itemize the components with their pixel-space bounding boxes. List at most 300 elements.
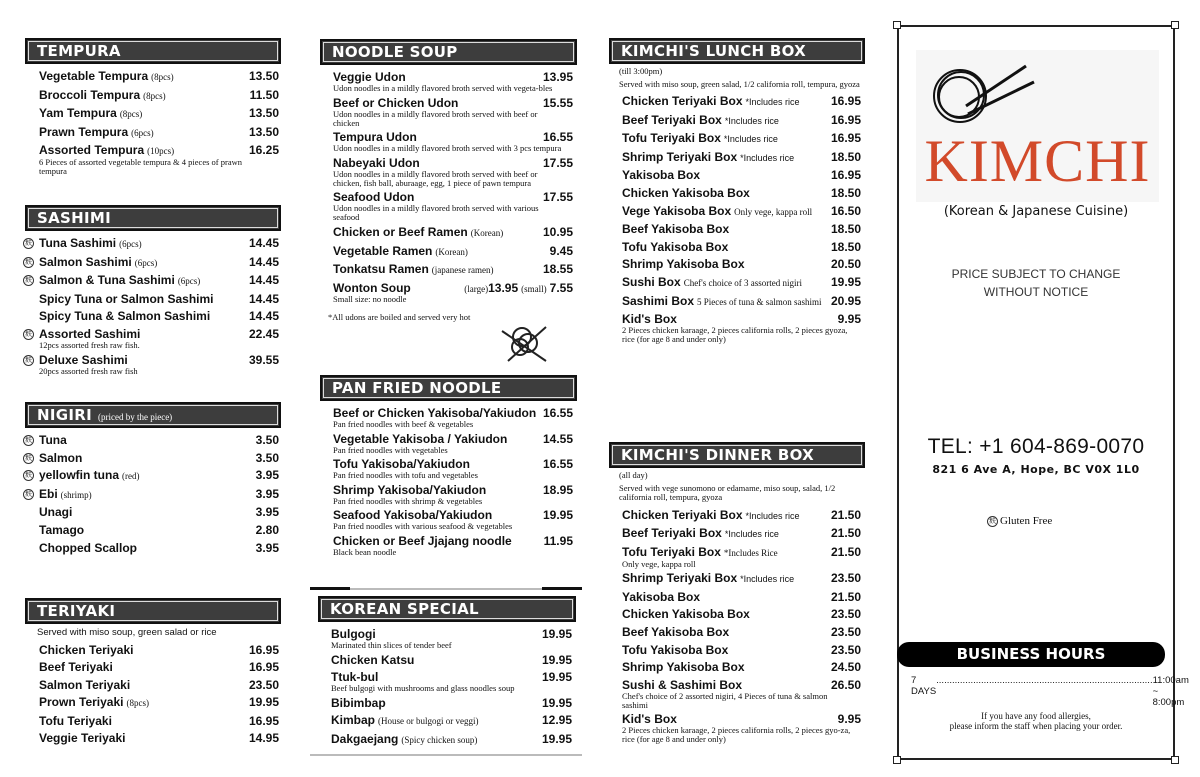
item-row (622, 660, 861, 675)
item-name (39, 255, 157, 271)
item-name (39, 309, 210, 324)
item-name-text: Vegetable Tempura (39, 69, 149, 83)
logo (916, 50, 1159, 202)
menu-item (25, 255, 281, 271)
section-time: (all day) (619, 470, 648, 480)
gluten-free-icon: 麸 (25, 239, 32, 247)
item-name-text: Wonton Soup (333, 280, 411, 295)
item-name-text: Dakgaejang (331, 731, 399, 746)
item-name (622, 508, 800, 524)
item-price (831, 94, 861, 108)
item-row (39, 678, 279, 693)
item-price (831, 545, 861, 559)
item-description: Pan fried noodles with vegetables (333, 444, 448, 455)
price-value: 14.95 (248, 731, 279, 746)
item-name-text: Chicken Teriyaki Box (622, 507, 743, 522)
item-name-text: Shrimp Yakisoba Box (622, 660, 745, 675)
item-price (542, 653, 572, 667)
item-description: 2 Pieces chicken karaage, 2 pieces california rolls, 2 pieces gyo-za, rice (for age 8 and under only) (622, 725, 851, 745)
menu-item (609, 712, 865, 744)
price-value: 15.55 (542, 95, 573, 110)
item-price (838, 712, 861, 726)
menu-item (25, 487, 281, 503)
item-note: (Spicy chicken soup) (401, 734, 478, 745)
item-note: (6pcs) (119, 239, 142, 249)
item-description: Black bean noodle (333, 546, 397, 557)
item-row (622, 131, 861, 147)
gluten-free-icon: 麸 (25, 489, 32, 498)
section-subtitle: Served with miso soup, green salad or rice (37, 627, 217, 638)
item-note: *Includes rice (724, 115, 779, 126)
item-name-text: Sashimi Box (622, 293, 695, 308)
item-price (256, 451, 279, 465)
item-row (622, 240, 861, 255)
item-name-text: Broccoli Tempura (39, 87, 141, 102)
info-panel (897, 25, 1189, 760)
item-price (831, 257, 861, 271)
item-row (39, 731, 279, 746)
item-price (249, 678, 279, 692)
item-note: (shrimp) (60, 489, 92, 500)
item-row (39, 88, 279, 104)
item-name-text: Chicken Katsu (331, 652, 415, 667)
menu-item (320, 508, 577, 531)
price-value: 9.95 (837, 712, 861, 727)
section-header (320, 39, 577, 65)
item-price (249, 69, 279, 83)
item-name (622, 660, 745, 675)
item-name-text: Tofu Teriyaki (39, 713, 112, 728)
item-price (831, 204, 861, 218)
price-value: 13.50 (248, 69, 279, 83)
item-price (464, 281, 573, 295)
item-name (39, 505, 72, 520)
menu-item (609, 526, 865, 542)
item-name-text: Deluxe Sashimi (39, 352, 128, 367)
item-name-text: Beef Teriyaki Box (622, 526, 722, 541)
item-description: Udon noodles in a mildly flavored broth served with beef or chicken (333, 108, 538, 128)
menu-item (25, 523, 281, 538)
item-name-text: Veggie Teriyaki (39, 731, 126, 746)
section-title: PAN FRIED NOODLE (332, 379, 502, 397)
item-name (39, 487, 92, 503)
item-note: (6pcs) (177, 276, 201, 287)
price-value: 18.55 (542, 262, 573, 277)
item-name-text: Salmon Sashimi (39, 254, 132, 269)
item-name-text: Shrimp Yakisoba/Yakiudon (333, 482, 487, 497)
item-description: 2 Pieces chicken karaage, 2 pieces california rolls, 2 pieces gyoza, rice (for age 8 and under only) (622, 325, 848, 345)
menu-item (25, 714, 281, 729)
item-price (542, 627, 572, 641)
menu-item (318, 653, 576, 668)
cuisine-subtitle: (Korean & Japanese Cuisine) (943, 204, 1129, 219)
item-row (622, 294, 861, 310)
price-value: 21.50 (830, 526, 861, 541)
item-price (543, 508, 573, 522)
menu-item (609, 590, 865, 605)
item-row (39, 451, 279, 466)
item-name (39, 643, 134, 658)
item-name (39, 451, 82, 466)
item-price (249, 660, 279, 674)
item-row (39, 468, 279, 484)
item-row (331, 696, 572, 711)
item-row (333, 225, 573, 241)
item-row (622, 168, 861, 183)
item-row (622, 571, 861, 587)
menu-item (25, 505, 281, 520)
item-description: Pan fried noodles with tofu and vegetables (333, 470, 478, 481)
price-value: 18.50 (830, 239, 861, 254)
section-header (318, 596, 576, 622)
item-name (39, 292, 214, 307)
price-value: 3.95 (255, 540, 279, 555)
section-title: NIGIRI (37, 406, 92, 424)
item-price (543, 225, 573, 239)
item-list (25, 431, 281, 556)
item-price (831, 222, 861, 236)
item-note: *Includes Rice (723, 547, 778, 558)
price-value: 24.50 (830, 660, 861, 675)
item-name (622, 186, 750, 201)
item-name-text: Seafood Udon (333, 190, 415, 205)
item-row (331, 653, 572, 668)
menu-item (25, 433, 281, 448)
menu-item (25, 236, 281, 252)
section-title: TEMPURA (37, 42, 121, 60)
item-note: Chef's choice of 3 assorted nigiri (683, 277, 803, 288)
item-price (249, 125, 279, 139)
item-name-text: Kid's Box (622, 312, 677, 327)
item-price (256, 433, 279, 447)
section-header (609, 442, 865, 468)
item-name-text: Chicken Yakisoba Box (622, 607, 750, 622)
item-price (831, 294, 861, 308)
item-row (39, 505, 279, 520)
menu-item (609, 222, 865, 237)
price-value: 3.95 (255, 468, 279, 483)
price-value: 16.25 (248, 143, 279, 158)
menu-item (25, 273, 281, 289)
item-name-text: Yakisoba Box (622, 168, 701, 183)
item-name-text: Shrimp Teriyaki Box (622, 571, 738, 586)
price-label: (small) (521, 283, 547, 294)
section-nigiri (25, 402, 281, 558)
item-name-text: Prawn Tempura (39, 124, 129, 139)
item-name-text: Assorted Tempura (39, 143, 145, 158)
price-value: 20.95 (830, 293, 861, 308)
price-value: 16.95 (830, 94, 861, 108)
item-row (622, 186, 861, 201)
price-value: 23.50 (830, 642, 861, 657)
menu-item (25, 541, 281, 556)
item-price (831, 131, 861, 145)
item-list (25, 67, 281, 176)
item-row (622, 204, 861, 220)
menu-item (25, 678, 281, 693)
menu-item (609, 131, 865, 147)
menu-item (320, 130, 577, 153)
item-name-text: Tofu Yakisoba/Yakiudon (333, 457, 470, 472)
hours-row (911, 675, 1189, 708)
price-value: 3.50 (255, 450, 279, 465)
item-name-text: Tofu Teriyaki Box (622, 544, 721, 559)
item-price (249, 143, 279, 157)
item-note: (8pcs) (151, 72, 174, 82)
item-name (622, 94, 800, 110)
item-price (831, 607, 861, 621)
item-name-text: Sushi Box (622, 274, 681, 289)
price-value: 23.50 (248, 677, 279, 692)
item-price (249, 292, 279, 306)
price-value: 11.50 (249, 87, 279, 102)
item-price (256, 487, 279, 501)
price-value: 16.95 (248, 713, 279, 728)
menu-item (609, 571, 865, 587)
item-name-text: Shrimp Yakisoba Box (622, 257, 745, 272)
item-list (318, 625, 576, 748)
menu-item (320, 190, 577, 222)
item-name (39, 523, 84, 538)
price-value: 16.55 (542, 457, 573, 472)
price-value: 3.50 (255, 433, 279, 447)
item-description: 20pcs assorted fresh raw fish (39, 365, 138, 376)
menu-item (25, 731, 281, 746)
item-price (831, 643, 861, 657)
menu-item (609, 660, 865, 675)
item-price (542, 732, 572, 746)
item-description: Marinated thin slices of tender beef (331, 640, 452, 650)
item-note: (8pcs) (126, 698, 149, 709)
item-note: Only vege, kappa roll (734, 206, 813, 217)
price-value: 19.95 (541, 652, 572, 667)
item-name-text: Tuna (39, 433, 67, 447)
price-value: 14.45 (248, 309, 279, 324)
item-row (39, 106, 279, 122)
item-price (249, 309, 279, 323)
item-list (609, 506, 865, 745)
menu-item (320, 534, 577, 557)
item-price (831, 168, 861, 182)
item-name-text: Sushi & Sashimi Box (622, 677, 743, 692)
item-name (39, 433, 67, 448)
item-row (39, 273, 279, 289)
item-name (622, 168, 700, 183)
item-list (25, 234, 281, 376)
item-name-text: Ttuk-bul (331, 670, 379, 685)
item-name-text: Beef Yakisoba Box (622, 625, 730, 640)
item-name-text: Chicken Teriyaki (39, 642, 134, 657)
price-value: 17.55 (542, 190, 573, 205)
section-title-note: (priced by the piece) (97, 412, 173, 422)
item-price (256, 505, 279, 519)
item-price (831, 275, 861, 289)
price-value: 14.45 (248, 254, 279, 269)
allergy-line: please inform the staff when placing your order. (949, 721, 1123, 731)
item-price (543, 96, 573, 110)
item-name (333, 262, 494, 278)
item-name (39, 695, 149, 711)
item-name (39, 236, 142, 252)
item-description: Only vege, kappa roll (622, 558, 696, 569)
item-name-text: Tuna Sashimi (39, 236, 117, 250)
price-value: 16.55 (542, 406, 573, 420)
menu-item (609, 625, 865, 640)
price-value: 22.45 (248, 326, 279, 341)
menu-item (609, 150, 865, 166)
price-value: 19.95 (542, 508, 573, 523)
price-value: 16.95 (248, 660, 279, 675)
price-value: 13.95 (488, 280, 519, 295)
item-name (39, 88, 166, 104)
section-sashimi (25, 205, 281, 378)
item-row (39, 309, 279, 324)
item-name-text: Assorted Sashimi (39, 326, 141, 341)
item-price (544, 534, 573, 548)
item-name (39, 678, 130, 693)
menu-item (320, 262, 577, 278)
item-price (543, 262, 573, 276)
item-price (543, 432, 573, 446)
item-name-text: Nabeyaki Udon (333, 155, 420, 170)
item-name-text: Chicken Yakisoba Box (622, 185, 750, 200)
price-value: 23.50 (830, 625, 861, 640)
item-row (39, 69, 279, 85)
price-value: 21.50 (830, 589, 861, 604)
item-row (622, 222, 861, 237)
item-note: (Korean) (470, 227, 504, 238)
item-row (39, 255, 279, 271)
price-value: 16.95 (830, 168, 861, 183)
item-name (622, 643, 728, 658)
price-value: 10.95 (542, 224, 573, 239)
gluten-free-icon: 麸 (25, 276, 32, 285)
item-name (622, 113, 779, 129)
item-description: Pan fried noodles with shrimp & vegetables (333, 495, 483, 506)
menu-item (320, 70, 577, 93)
item-name-text: Beef Teriyaki Box (622, 112, 722, 127)
item-price (543, 130, 573, 144)
item-price (542, 696, 572, 710)
item-price (249, 255, 279, 269)
section-header (25, 38, 281, 64)
item-row (333, 244, 573, 260)
item-name (622, 607, 750, 622)
item-price (249, 327, 279, 341)
item-row (622, 113, 861, 129)
item-name-text: Salmon (39, 450, 83, 465)
gluten-free-icon: 麸 (25, 453, 32, 462)
price-value: 18.50 (830, 149, 861, 164)
item-name (39, 468, 140, 484)
section-korean-special (318, 596, 576, 751)
menu-item (609, 312, 865, 344)
menu-item (320, 225, 577, 241)
item-price (543, 406, 573, 420)
item-note: *Includes rice (745, 510, 800, 521)
item-price (831, 240, 861, 254)
item-list (25, 641, 281, 747)
business-hours-banner: BUSINESS HOURS (897, 642, 1165, 667)
item-note: *Includes rice (740, 574, 795, 585)
item-row (39, 523, 279, 538)
item-name-text: Beef or Chicken Yakisoba/Yakiudon (333, 406, 537, 420)
price-value: 20.50 (830, 257, 861, 272)
item-name (622, 240, 728, 255)
price-value: 18.50 (830, 222, 861, 237)
gluten-free-label: Gluten Free (1000, 515, 1053, 527)
section-title: KIMCHI'S LUNCH BOX (621, 42, 807, 60)
menu-item (320, 156, 577, 188)
price-value: 16.50 (830, 203, 861, 218)
price-value: 23.50 (830, 607, 861, 622)
menu-item (609, 275, 865, 291)
item-name (39, 714, 112, 729)
section-subtitle: Served with vege sunomono or edamame, miso soup, salad, 1/2 california roll, tempura, gyoza (619, 482, 836, 502)
menu-item (609, 204, 865, 220)
price-value: 16.95 (830, 131, 861, 146)
item-price (542, 670, 572, 684)
item-row (622, 607, 861, 622)
item-name (39, 273, 200, 289)
menu-item (609, 240, 865, 255)
price-notice (899, 265, 1173, 301)
address: 821 6 Ave A, Hope, BC V0X 1L0 (932, 463, 1140, 476)
menu-item (25, 660, 281, 675)
section-header (25, 598, 281, 624)
menu-item (609, 294, 865, 310)
price-value: 14.55 (542, 431, 573, 446)
item-name-text: Tamago (39, 522, 85, 537)
menu-item (25, 695, 281, 711)
item-description: Chef's choice of 2 assorted nigiri, 4 Pieces of tuna & salmon sashimi (622, 690, 828, 710)
hours-days: 7 DAYS (911, 675, 937, 697)
allergy-notice (899, 711, 1173, 731)
item-row (39, 643, 279, 658)
menu-item (318, 696, 576, 711)
item-row (622, 508, 861, 524)
menu-item (320, 406, 577, 429)
allergy-line: If you have any food allergies, (981, 711, 1091, 721)
item-name (39, 125, 154, 141)
item-price (543, 483, 573, 497)
item-price (256, 541, 279, 555)
item-description: 6 Pieces of assorted vegetable tempura & 4 pieces of prawn tempura (39, 157, 242, 177)
section-dinner-box (609, 442, 865, 747)
item-note: (6pcs) (131, 127, 154, 138)
menu-item (609, 168, 865, 183)
gluten-free-icon: 麸 (989, 516, 996, 525)
price-value: 2.80 (255, 522, 279, 537)
item-note: *Includes rice (724, 529, 779, 540)
item-note: *Includes rice (723, 134, 778, 145)
menu-item (320, 457, 577, 480)
gluten-free-icon: 麸 (25, 329, 32, 338)
item-row (39, 541, 279, 556)
price-value: 3.95 (255, 505, 279, 520)
menu-item (609, 545, 865, 569)
section-header (609, 38, 865, 64)
item-description: Udon noodles in a mildly flavored broth served with 3 pcs tempura (333, 143, 562, 154)
item-row (622, 526, 861, 542)
item-row (622, 257, 861, 272)
item-name-text: Salmon Teriyaki (39, 677, 131, 692)
price-label: (large) (464, 283, 489, 294)
item-list (320, 68, 577, 304)
item-name (331, 732, 477, 748)
item-price (831, 150, 861, 164)
item-description: Udon noodles in a mildly flavored broth served with vegeta-bles (333, 83, 553, 93)
